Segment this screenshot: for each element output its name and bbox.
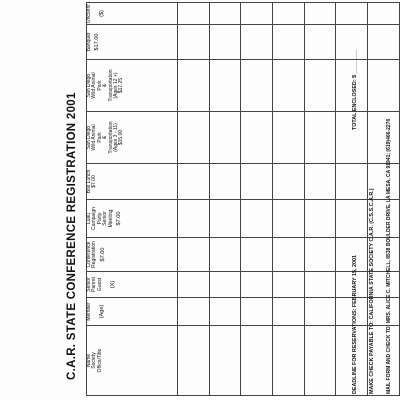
column-header-line: $15.00	[118, 129, 125, 146]
deadline-text: DEADLINE FOR RESERVATIONS: FEBRUARY 15, 2001	[352, 255, 358, 394]
column-header-line: (Ages 12 +)	[113, 72, 120, 99]
column-header-sub: $17.00	[94, 33, 101, 51]
table-cell[interactable]	[178, 326, 210, 396]
column-header	[87, 298, 178, 326]
table-cell[interactable]	[273, 164, 305, 200]
column-header-line: Member	[86, 302, 92, 321]
table-cell[interactable]	[209, 25, 241, 60]
table-cell[interactable]	[209, 112, 241, 164]
column-header-line: Wild Animal	[91, 72, 98, 99]
table-row	[273, 3, 305, 396]
column-header-line: Party	[96, 212, 103, 225]
table-cell[interactable]	[368, 112, 400, 164]
table-cell[interactable]	[241, 326, 273, 396]
table-cell[interactable]	[241, 60, 273, 112]
column-header	[87, 326, 178, 396]
column-header-line: Park	[96, 80, 103, 91]
table-cell[interactable]	[304, 298, 336, 326]
column-header	[87, 25, 178, 60]
table-cell[interactable]	[241, 3, 273, 25]
table-cell[interactable]	[241, 200, 273, 238]
mail-form-text: MAIL FORM AND CHECK TO: MRS. ALICE C. MITCHELL, 8538 BOULDER DRIVE, LA MESA, CA 91941; (619)466-2276	[386, 118, 392, 394]
form-title: C.A.R. STATE CONFERENCE REGISTRATION 2001	[66, 92, 78, 380]
column-header-line: Senior	[102, 211, 109, 226]
table-cell[interactable]	[336, 164, 368, 200]
table-cell[interactable]	[304, 60, 336, 112]
column-header-line: San Diego	[86, 73, 92, 98]
column-header-line: Senior	[86, 277, 92, 292]
column-header-line: Transportation	[107, 121, 114, 154]
column-header-sub: (Age)	[99, 304, 106, 319]
table-cell[interactable]	[209, 298, 241, 326]
column-header-line: &	[102, 135, 109, 140]
column-header-line: Unconfir...	[86, 0, 92, 23]
table-cell[interactable]	[304, 200, 336, 238]
table-cell[interactable]	[304, 112, 336, 164]
column-header-line: Registration	[91, 241, 98, 268]
table-body	[178, 3, 400, 396]
table-header-row	[87, 3, 178, 396]
column-header-line: $7.00	[91, 175, 98, 188]
table-cell[interactable]	[178, 200, 210, 238]
table-cell[interactable]	[241, 112, 273, 164]
column-header-line: $17.25	[118, 77, 125, 94]
table-cell[interactable]	[209, 60, 241, 112]
table-row	[209, 3, 241, 396]
table-row	[178, 3, 210, 396]
table-cell[interactable]	[209, 272, 241, 298]
column-header-sub: $7.00	[116, 211, 123, 226]
column-header-line: Conference	[86, 241, 92, 268]
column-header-line: (Ages 3 - 11)	[113, 123, 120, 152]
table-cell[interactable]	[209, 326, 241, 396]
check-payable-text: MAKE CHECK PAYABLE TO: CALIFORNIA STATE SOCIETY C.A.R. (C.S.S.C.A.R.)	[369, 188, 375, 394]
column-header-line: Parent	[91, 277, 98, 292]
table-cell[interactable]	[273, 238, 305, 272]
column-header-line: Transportation	[107, 69, 114, 102]
table-cell[interactable]	[304, 272, 336, 298]
column-header	[87, 112, 178, 164]
column-header-line: Society	[91, 352, 98, 369]
table-cell[interactable]	[241, 298, 273, 326]
table-cell[interactable]	[273, 200, 305, 238]
column-header-sub: (X)	[110, 280, 117, 289]
table-cell[interactable]	[241, 25, 273, 60]
column-header	[87, 200, 178, 238]
table-cell[interactable]	[304, 238, 336, 272]
table-cell[interactable]	[336, 200, 368, 238]
column-header-line: Box Lunch	[86, 169, 92, 194]
column-header	[87, 60, 178, 112]
column-header-line: Luau	[86, 212, 92, 225]
table-cell[interactable]	[241, 272, 273, 298]
table-cell[interactable]	[368, 25, 400, 60]
total-enclosed: TOTAL ENCLOSED: $ ________	[352, 49, 358, 130]
column-header-line: Campaign	[91, 207, 98, 230]
column-header-line: Name	[86, 353, 92, 368]
table-cell[interactable]	[209, 3, 241, 25]
column-header-line: &	[102, 83, 109, 88]
table-cell[interactable]	[178, 298, 210, 326]
column-header-line: San Diego	[86, 125, 92, 150]
table-cell[interactable]	[336, 3, 368, 25]
table-cell[interactable]	[209, 238, 241, 272]
column-header-line: Wild Animal	[91, 124, 98, 151]
table-cell[interactable]	[241, 164, 273, 200]
table-cell[interactable]	[273, 298, 305, 326]
table-cell[interactable]	[178, 112, 210, 164]
table-cell[interactable]	[178, 164, 210, 200]
column-header	[87, 272, 178, 298]
table-cell[interactable]	[304, 3, 336, 25]
table-cell[interactable]	[273, 326, 305, 396]
table-cell[interactable]	[273, 3, 305, 25]
table-cell[interactable]	[368, 3, 400, 25]
column-header-line: Office/Title	[96, 348, 103, 373]
column-header	[87, 238, 178, 272]
column-header	[87, 164, 178, 200]
table-cell[interactable]	[304, 164, 336, 200]
table-cell[interactable]	[178, 238, 210, 272]
table-cell[interactable]	[273, 112, 305, 164]
table-cell[interactable]	[209, 164, 241, 200]
table-cell[interactable]	[304, 326, 336, 396]
table-cell[interactable]	[241, 238, 273, 272]
table-cell[interactable]	[273, 60, 305, 112]
table-cell[interactable]	[178, 60, 210, 112]
table-cell[interactable]	[178, 272, 210, 298]
table-cell[interactable]	[273, 272, 305, 298]
table-cell[interactable]	[178, 25, 210, 60]
table-cell[interactable]	[368, 60, 400, 112]
column-header-line: Meeting	[107, 209, 114, 228]
table-cell[interactable]	[273, 25, 305, 60]
column-header-line: Banquet	[86, 32, 92, 52]
column-header-line: Park	[96, 132, 103, 143]
table-cell[interactable]	[209, 200, 241, 238]
table-cell[interactable]	[178, 3, 210, 25]
column-header	[86, 0, 178, 25]
table-row	[304, 3, 336, 396]
column-header-sub: ($)	[99, 10, 106, 17]
column-header-line: Guest	[96, 277, 103, 292]
table-row	[241, 3, 273, 396]
table-cell[interactable]	[304, 25, 336, 60]
column-header-sub: $7.00	[99, 247, 106, 262]
